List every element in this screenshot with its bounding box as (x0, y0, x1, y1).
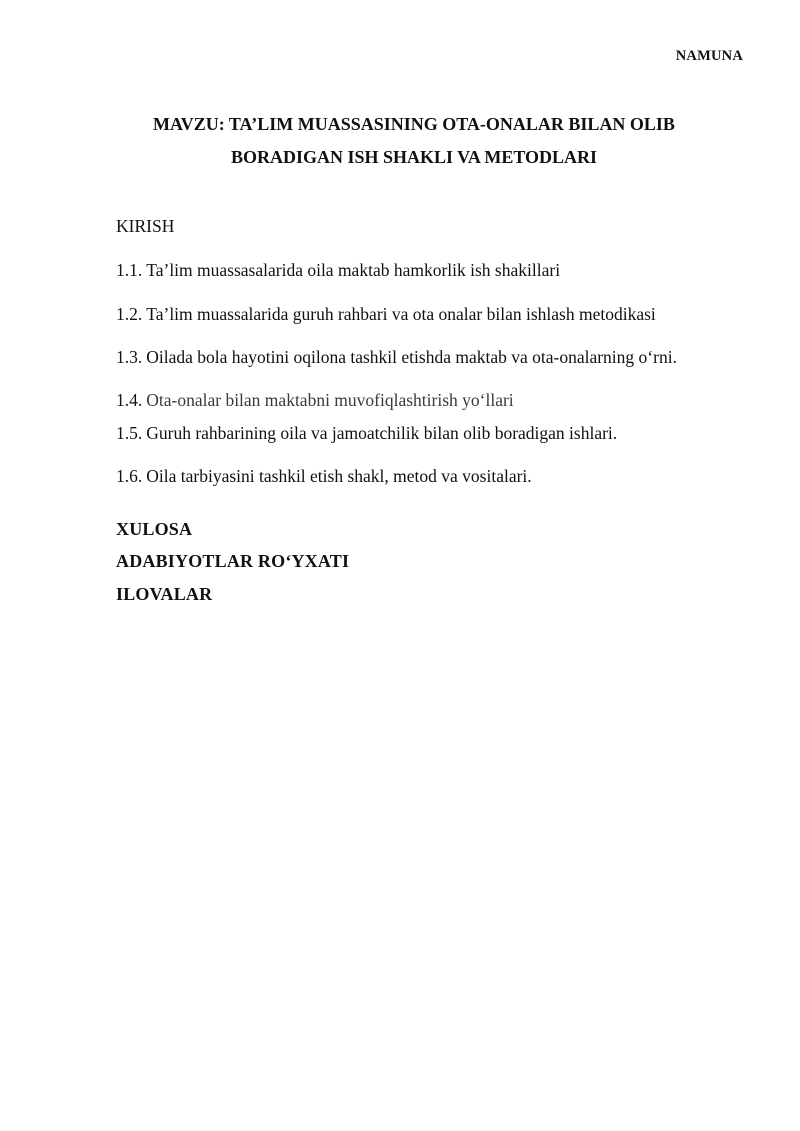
title-line-2: BORADIGAN ISH SHAKLI VA METODLARI (230, 147, 598, 167)
section-number: 1.1. (116, 260, 143, 280)
section-number: 1.6. (116, 466, 143, 486)
section-title: Ta’lim muassasalarida oila maktab hamkorlik ish shakillari (146, 260, 561, 280)
section-number: 1.3. (116, 347, 143, 367)
document-title (100, 108, 728, 174)
references-heading: ADABIYOTLAR RO‘YXATI (116, 551, 350, 571)
section-number: 1.5. (116, 423, 143, 443)
sample-label: NAMUNA (675, 48, 743, 64)
toc-item (116, 423, 617, 444)
section-title: Guruh rahbarining oila va jamoatchilik bilan olib boradigan ishlari. (146, 423, 618, 443)
section-number: 1.2. (116, 304, 143, 324)
conclusion-heading: XULOSA (116, 519, 193, 539)
toc-item (116, 304, 656, 325)
section-title: Oila tarbiyasini tashkil etish shakl, metod va vositalari. (146, 466, 532, 486)
section-title: Ota-onalar bilan maktabni muvofiqlashtirish yo‘llari (146, 390, 514, 410)
toc-item (116, 260, 560, 281)
toc-item (116, 390, 514, 411)
title-line-1: MAVZU: TA’LIM MUASSASINING OTA-ONALAR BILAN OLIB (153, 114, 675, 134)
toc-item (116, 347, 677, 368)
section-title: Oilada bola hayotini oqilona tashkil etishda maktab va ota-onalarning o‘rni. (146, 347, 677, 367)
toc-item (116, 466, 532, 487)
appendices-heading: ILOVALAR (116, 584, 213, 604)
section-number: 1.4. (116, 390, 143, 410)
section-title: Ta’lim muassalarida guruh rahbari va ota onalar bilan ishlash metodikasi (146, 304, 656, 324)
toc-intro: KIRISH (116, 216, 175, 236)
